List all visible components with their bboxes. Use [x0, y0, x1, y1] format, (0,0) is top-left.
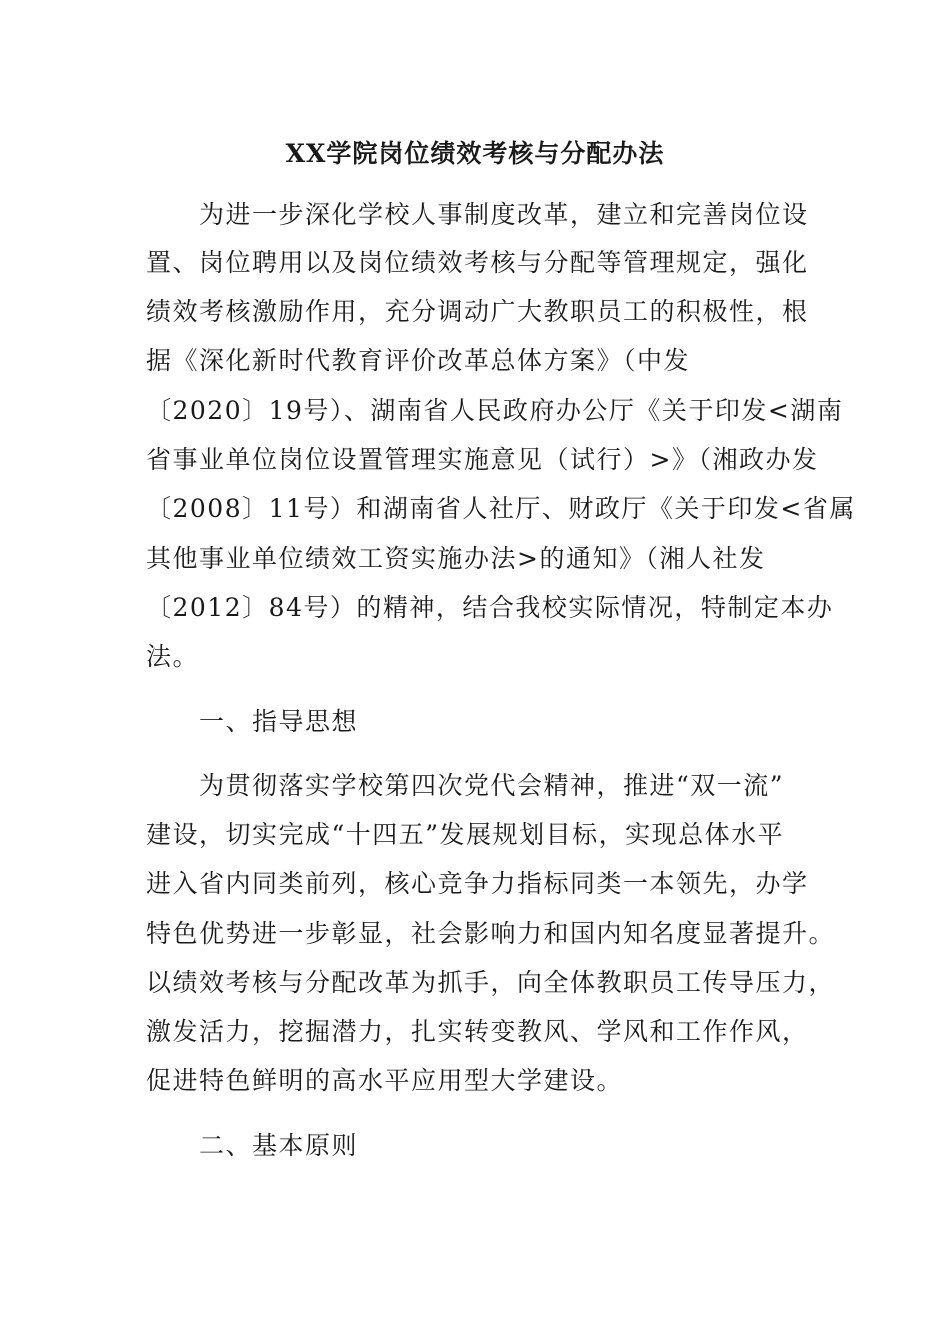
paragraph-line: 以绩效考核与分配改革为抓手，向全体教职员工传导压力，	[146, 968, 836, 997]
paragraph-line: 激发活力，挖掘潜力，扎实转变教风、学风和工作作风，	[146, 1017, 809, 1046]
paragraph-line: 法。	[146, 642, 200, 671]
paragraph-line: 特色优势进一步彰显，社会影响力和国内知名度显著提升。	[146, 919, 836, 948]
paragraph-line: 据《深化新时代教育评价改革总体方案》（中发	[146, 346, 691, 375]
paragraph-line: 〔2020〕19号）、湖南省人民政府办公厅《关于印发<湖南	[146, 396, 844, 425]
paragraph-line: 省事业单位岗位设置管理实施意见（试行）>》（湘政办发	[146, 445, 819, 474]
paragraph-line: 〔2008〕11号）和湖南省人社厅、财政厅《关于印发<省属	[146, 494, 856, 523]
paragraph-line: 为进一步深化学校人事制度改革，建立和完善岗位设	[146, 200, 809, 229]
paragraph-line: 进入省内同类前列，核心竞争力指标同类一本领先，办学	[146, 869, 809, 898]
paragraph-line: 〔2012〕84号）的精神，结合我校实际情况，特制定本办	[146, 593, 834, 622]
paragraph-line: 其他事业单位绩效工资实施办法>的通知》（湘人社发	[146, 544, 766, 573]
section-heading-guiding-ideology: 一、指导思想	[146, 707, 359, 736]
paragraph-line: 置、岗位聘用以及岗位绩效考核与分配等管理规定，强化	[146, 248, 809, 277]
paragraph-line: 绩效考核激励作用，充分调动广大教职员工的积极性，根	[146, 297, 809, 326]
document-title: XX学院岗位绩效考核与分配办法	[285, 139, 665, 168]
paragraph-line: 建设，切实完成“十四五”发展规划目标，实现总体水平	[146, 820, 785, 849]
paragraph-line: 促进特色鲜明的高水平应用型大学建设。	[146, 1066, 624, 1095]
section-heading-basic-principles: 二、基本原则	[146, 1131, 359, 1160]
paragraph-line: 为贯彻落实学校第四次党代会精神，推进“双一流”	[146, 771, 785, 800]
